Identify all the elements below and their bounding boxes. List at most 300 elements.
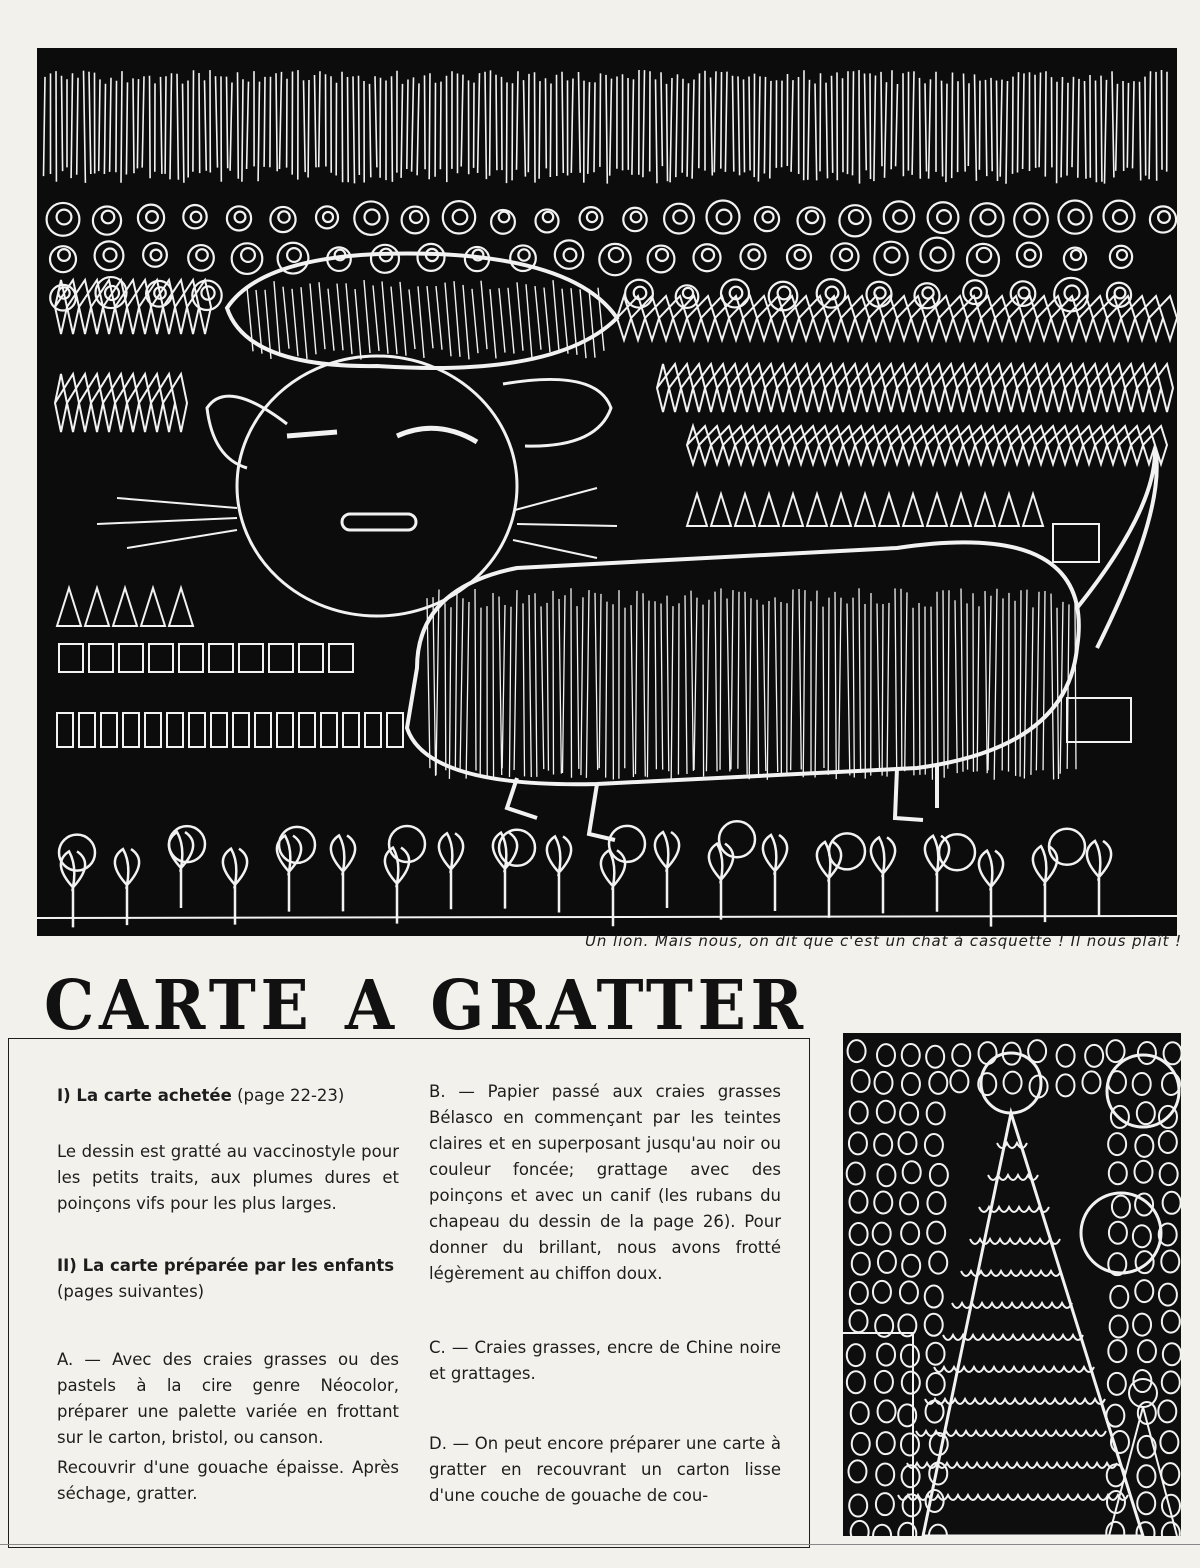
scratched-circle-inner — [323, 212, 333, 222]
scratched-box — [149, 644, 173, 672]
heart-flower — [925, 836, 949, 912]
scratched-circle-inner — [631, 212, 642, 223]
heart-flower — [493, 833, 517, 909]
cap-hatching — [400, 282, 406, 356]
cap-hatching — [364, 280, 370, 353]
cap-hatching — [301, 287, 307, 359]
cat-mouth — [342, 514, 416, 530]
cat-whiskers — [97, 488, 617, 558]
scratched-box — [59, 644, 83, 672]
title-word-carte: CARTE — [44, 966, 314, 1046]
scratched-circle — [970, 203, 1003, 236]
scratched-circle-inner — [151, 250, 162, 261]
pebble-shape — [900, 1103, 918, 1125]
pebble-shape — [878, 1400, 896, 1422]
pebble-shape — [1109, 1162, 1127, 1184]
pebble-shape — [1133, 1314, 1151, 1336]
scratched-circle — [47, 203, 80, 236]
scratched-bar — [145, 713, 161, 747]
body-fur — [427, 588, 1076, 780]
pebble-shape — [876, 1463, 894, 1485]
cap-hatching — [328, 289, 334, 351]
scratched-box — [209, 644, 233, 672]
cap-hatching — [337, 284, 343, 351]
cap-hatching — [319, 282, 325, 349]
pebble-shape — [1135, 1135, 1153, 1157]
scratched-bar — [123, 713, 139, 747]
scratched-circle-inner — [806, 211, 818, 223]
scratched-bar — [189, 713, 205, 747]
heart-flower — [547, 836, 571, 912]
pebble-shape — [1056, 1074, 1074, 1096]
pebble-shape — [1161, 1463, 1179, 1485]
scratched-box — [269, 644, 293, 672]
scratched-circle — [316, 206, 338, 228]
pebble-shape — [927, 1343, 945, 1365]
cat-head — [237, 356, 517, 616]
pebble-shape — [1138, 1042, 1156, 1064]
pebble-shape — [874, 1134, 892, 1156]
triangle — [807, 494, 827, 526]
section-1-heading — [57, 1083, 399, 1109]
pebble-shape — [1135, 1280, 1153, 1302]
section-2-heading-ref: (pages suivantes) — [57, 1282, 205, 1301]
pebble-shape — [927, 1102, 945, 1124]
pebble-shape — [930, 1164, 948, 1186]
cap-hatching — [382, 281, 388, 353]
scratched-circle — [625, 280, 653, 308]
scratched-circle-inner — [564, 249, 577, 262]
heart-flower — [1087, 841, 1111, 917]
zigzag-row — [55, 280, 211, 334]
cat-ear-left — [207, 396, 287, 468]
cap-hatching — [580, 289, 586, 358]
instructions-box — [8, 1038, 810, 1548]
scratched-bar — [321, 713, 337, 747]
scratched-circle-inner — [453, 210, 468, 225]
pebble-shape — [902, 1372, 920, 1394]
scratched-box — [329, 644, 353, 672]
pebble-shape — [850, 1223, 868, 1245]
ground-line — [37, 916, 1177, 918]
zigzag-row — [687, 426, 1167, 464]
pebble-shape — [1163, 1343, 1181, 1365]
scratched-bar — [387, 713, 403, 747]
scratched-circle-inner — [849, 210, 863, 224]
scratched-circle — [138, 205, 164, 231]
heart-flower — [277, 836, 301, 912]
heart-flower — [979, 851, 1003, 927]
pebble-shape — [847, 1163, 865, 1185]
pebble-shape — [929, 1252, 947, 1274]
pebble-shape — [1057, 1045, 1075, 1067]
scratched-circle — [787, 245, 811, 269]
pebble-shape — [1107, 1040, 1125, 1062]
scratched-bar — [101, 713, 117, 747]
scratched-circle — [1054, 278, 1088, 312]
section-2-heading — [57, 1253, 399, 1279]
triangle — [975, 494, 995, 526]
scratched-circle-inner — [518, 249, 529, 260]
triangle — [113, 588, 137, 626]
pebble-shape — [902, 1073, 920, 1095]
pebble-shape — [1110, 1316, 1128, 1338]
scratched-circle-inner — [146, 211, 158, 223]
pebble-shape — [902, 1044, 920, 1066]
wheel-shape — [1081, 1193, 1161, 1273]
pebble-shape — [901, 1345, 919, 1367]
pebble-shape — [877, 1344, 895, 1366]
zigzag-row — [617, 296, 1177, 340]
item-c: C. — Craies grasses, encre de Chine noire et grattages. — [429, 1338, 781, 1383]
scratched-box — [299, 644, 323, 672]
scratched-circle-inner — [981, 210, 996, 225]
scratched-bar — [365, 713, 381, 747]
flower-head — [279, 827, 315, 863]
pebble-shape — [1162, 1371, 1180, 1393]
triangle — [759, 494, 779, 526]
section-1-heading-bold: I) La carte achetée — [57, 1086, 232, 1105]
pebble-shape — [1138, 1340, 1156, 1362]
section-2-heading-bold: II) La carte préparée par les enfants — [57, 1256, 395, 1275]
cap-hatching — [544, 288, 550, 353]
pebble-shape — [927, 1373, 945, 1395]
flower-head — [829, 833, 865, 869]
side-illustration — [843, 1033, 1181, 1536]
scratched-circle — [143, 243, 167, 267]
scratched-circle-inner — [104, 249, 117, 262]
cap-hatching — [310, 283, 316, 354]
scratched-box — [119, 644, 143, 672]
heart-flower — [223, 849, 247, 925]
scratched-circle-inner — [365, 210, 380, 225]
pebble-shape — [903, 1161, 921, 1183]
scratched-circle-inner — [937, 210, 951, 224]
triangle — [783, 494, 803, 526]
cap-hatching — [535, 286, 541, 350]
cap-hatching — [409, 289, 415, 349]
scratched-circle — [707, 201, 740, 234]
pebble-shape — [852, 1253, 870, 1275]
scratched-circle-inner — [1025, 250, 1036, 261]
cap-hatching — [481, 281, 487, 350]
scratched-circle-inner — [1117, 250, 1127, 260]
pebble-shape — [1112, 1196, 1130, 1218]
illustration-caption: Un lion. Mais nous, on dit que c'est un chat à casquette ! Il nous plaît ! — [585, 932, 1182, 950]
section-1-body: Le dessin est gratté au vaccinostyle pour les petits traits, aux plumes dures et poinçons vifs pour les plus larges. — [57, 1142, 399, 1213]
cat-figure — [97, 253, 1157, 840]
pebble-shape — [873, 1281, 891, 1303]
pebble-shape — [1159, 1131, 1177, 1153]
scratched-circle-inner — [748, 249, 759, 260]
pebble-shape — [1137, 1465, 1155, 1487]
flower-head — [1049, 829, 1085, 865]
scratched-box — [179, 644, 203, 672]
cap-hatching — [553, 280, 559, 351]
scratched-bar — [299, 713, 315, 747]
scratched-bar — [277, 713, 293, 747]
cap-hatching — [283, 287, 289, 349]
heart-flower — [655, 832, 679, 908]
pebble-shape — [851, 1402, 869, 1424]
pebble-shape — [850, 1101, 868, 1123]
scratched-bar — [167, 713, 183, 747]
scratched-circle-inner — [893, 210, 907, 224]
flower-head — [719, 821, 755, 857]
pebble-shape — [849, 1495, 867, 1517]
scratched-box — [89, 644, 113, 672]
pebble-shape — [849, 1132, 867, 1154]
scratched-circle-inner — [977, 248, 991, 262]
scratched-circle — [741, 244, 766, 269]
pebble-shape — [1110, 1286, 1128, 1308]
scratched-circle-inner — [673, 210, 686, 223]
triangle — [711, 494, 731, 526]
triangle — [735, 494, 755, 526]
scratched-circle-inner — [1069, 210, 1084, 225]
flower-head — [389, 826, 425, 862]
pebble-shape — [1162, 1311, 1180, 1333]
cap-hatching — [508, 288, 514, 354]
pebble-shape — [852, 1070, 870, 1092]
cap-hatching — [436, 286, 442, 350]
pebble-shape — [925, 1286, 943, 1308]
cap-hatching — [472, 289, 478, 353]
scratched-circle-inner — [795, 250, 806, 261]
pebble-shape — [1133, 1073, 1151, 1095]
scratched-circle-inner — [196, 249, 208, 261]
pebble-shape — [848, 1460, 866, 1482]
pebble-shape — [927, 1222, 945, 1244]
scratched-circle — [1017, 243, 1041, 267]
scratchboard-figure-drawing — [843, 1033, 1181, 1536]
triangle — [999, 494, 1019, 526]
pebble-shape — [926, 1046, 944, 1068]
scratched-circle-inner — [1115, 288, 1126, 299]
pebble-shape — [1137, 1102, 1155, 1124]
scratched-circle-inner — [840, 249, 852, 261]
pebble-shape — [1133, 1225, 1151, 1247]
scratched-circle — [1014, 203, 1048, 237]
scratched-circle — [884, 201, 914, 231]
scratched-bar — [211, 713, 227, 747]
pebble-shape — [952, 1044, 970, 1066]
pebble-shape — [877, 1044, 895, 1066]
pebble-shape — [927, 1192, 945, 1214]
grass-strokes — [44, 70, 1168, 184]
cap-hatching — [463, 285, 469, 360]
scratched-circle — [1104, 201, 1135, 232]
scratched-circle-inner — [287, 248, 301, 262]
pebble-shape — [1135, 1161, 1153, 1183]
item-b: B. — Papier passé aux craies grasses Bélasco en commençant par les teintes claires et en superposant jusqu'au noir ou couleur foncée; grattage avec des poinçons et avec un canif (les rubans du chapeau du dessin de la page 26). Pour donner du brillant, nous avons frotté légèrement au chiffon doux. — [429, 1082, 781, 1283]
scratched-circle — [580, 207, 603, 230]
scratched-circle — [832, 243, 859, 270]
item-d: D. — On peut encore préparer une carte à gratter en recouvrant un carton lisse d'une couche de gouache de cou- — [429, 1434, 781, 1505]
scratched-bar — [57, 713, 73, 747]
triangle — [57, 588, 81, 626]
triangle — [951, 494, 971, 526]
pebble-shape — [851, 1521, 869, 1536]
scratched-circle — [664, 204, 694, 234]
scratched-circle-inner — [885, 248, 900, 263]
pebble-shape — [929, 1072, 947, 1094]
page-bottom-rule — [0, 1544, 1200, 1545]
pebble-shape — [1160, 1431, 1178, 1453]
cap-hatching — [373, 285, 379, 351]
pebble-shape — [1109, 1222, 1127, 1244]
scratched-circle-inner — [1024, 209, 1039, 224]
scratched-circle — [928, 202, 959, 233]
cap-hatching — [445, 283, 451, 357]
figure-drawing — [843, 1040, 1181, 1536]
heart-flower — [763, 835, 787, 911]
pebble-shape — [877, 1101, 895, 1123]
grass-path — [44, 70, 1168, 184]
cat-tail — [1077, 448, 1157, 648]
pebble-shape — [873, 1525, 891, 1536]
coat-scallops — [961, 1271, 1061, 1276]
triangle — [903, 494, 923, 526]
scratchboard-lion-drawing — [37, 48, 1177, 936]
scratched-bar — [79, 713, 95, 747]
triangle — [85, 588, 109, 626]
cap-hatching — [355, 289, 361, 360]
scratched-circle — [443, 201, 475, 233]
scratched-circle-inner — [683, 288, 693, 298]
circle-rows — [47, 201, 1177, 312]
triangle — [169, 588, 193, 626]
scratched-circle-inner — [763, 212, 774, 223]
pebble-shape — [1082, 1071, 1100, 1093]
heart-flower — [331, 835, 355, 911]
pebble-shape — [1164, 1042, 1181, 1064]
pebble-shape — [901, 1433, 919, 1455]
scratched-circle — [183, 205, 206, 228]
scratched-circle-inner — [656, 249, 668, 261]
pebble-shape — [852, 1433, 870, 1455]
pebble-shape — [875, 1371, 893, 1393]
scratched-circle-inner — [609, 248, 623, 262]
zigzag-rows — [55, 280, 1177, 464]
scratched-circle-inner — [543, 212, 553, 222]
triangle — [141, 588, 165, 626]
pebble-shape — [875, 1072, 893, 1094]
pebble-shape — [1159, 1284, 1177, 1306]
cap-hatching — [562, 289, 568, 354]
scratched-circle — [354, 201, 387, 234]
flower-head — [169, 826, 205, 862]
scratched-circle — [95, 241, 124, 270]
pebble-shape — [925, 1314, 943, 1336]
pebble-shape — [847, 1371, 865, 1393]
pebble-shape — [899, 1132, 917, 1154]
triangle — [879, 494, 899, 526]
scratched-circle-inner — [241, 248, 255, 262]
main-illustration — [37, 48, 1177, 936]
pebble-shape — [950, 1070, 968, 1092]
cap-hatching — [274, 281, 280, 356]
triangle — [1023, 494, 1043, 526]
cap-hatching — [427, 286, 433, 348]
pebble-shape — [901, 1222, 919, 1244]
pebble-shape — [1108, 1340, 1126, 1362]
pebble-shape — [1160, 1163, 1178, 1185]
pebble-shape — [900, 1192, 918, 1214]
scratched-bar — [343, 713, 359, 747]
pebble-shape — [929, 1525, 947, 1536]
scratched-circle — [227, 206, 251, 230]
scratched-circle-inner — [931, 248, 946, 263]
triangle — [855, 494, 875, 526]
pebble-shape — [848, 1040, 866, 1062]
pebble-shape — [979, 1042, 997, 1064]
heart-flower — [115, 849, 139, 925]
item-a-continued: Recouvrir d'une gouache épaisse. Après séchage, gratter. — [57, 1458, 399, 1503]
pebble-shape — [1085, 1045, 1103, 1067]
scratched-circle-inner — [235, 212, 246, 223]
cap-hatching — [391, 287, 397, 355]
cap-hatching — [292, 289, 298, 356]
window-grid — [1067, 698, 1131, 742]
triangle — [687, 494, 707, 526]
title-word-gratter: GRATTER — [430, 966, 808, 1046]
cap-hatching — [499, 288, 505, 352]
pebble-shape — [849, 1191, 867, 1213]
zigzag-row — [55, 374, 187, 432]
scratched-circle — [555, 240, 583, 268]
pebble-shape — [874, 1192, 892, 1214]
scratched-circle-inner — [278, 211, 289, 222]
scratched-circle — [1107, 283, 1131, 307]
pebble-shape — [877, 1164, 895, 1186]
scratched-bar — [233, 713, 249, 747]
scratched-circle-inner — [702, 249, 714, 261]
cap-hatching — [346, 283, 352, 354]
scratched-box — [239, 644, 263, 672]
scratched-circle-inner — [717, 210, 732, 225]
scratched-circle-inner — [499, 212, 510, 223]
scratched-circle-inner — [1113, 210, 1127, 224]
triangle — [831, 494, 851, 526]
window-grid — [1053, 524, 1099, 562]
pebble-shape — [877, 1432, 895, 1454]
flower-row — [59, 821, 1111, 927]
cap-hatching — [598, 288, 604, 351]
pebble-shape — [1163, 1192, 1181, 1214]
cap-hatching — [526, 284, 532, 358]
pebble-shape — [878, 1251, 896, 1273]
page-title — [44, 966, 808, 1046]
heart-flower — [871, 837, 895, 913]
scratched-circle-inner — [1158, 211, 1170, 223]
cat-ear-right — [503, 379, 611, 446]
heart-flower — [439, 833, 463, 909]
pebble-shape — [1108, 1373, 1126, 1395]
cap-hatching — [418, 286, 424, 358]
title-word-a: A — [344, 966, 399, 1046]
pebble-shape — [876, 1493, 894, 1515]
flower-head — [939, 834, 975, 870]
pebble-shape — [850, 1282, 868, 1304]
pebble-shape — [902, 1255, 920, 1277]
scratched-circle-inner — [191, 212, 202, 223]
heart-flower — [61, 851, 85, 927]
pebble-shape — [1161, 1251, 1179, 1273]
pebble-shape — [847, 1344, 865, 1366]
sun-disc — [1107, 1055, 1179, 1127]
scratched-circle-inner — [1071, 250, 1081, 260]
